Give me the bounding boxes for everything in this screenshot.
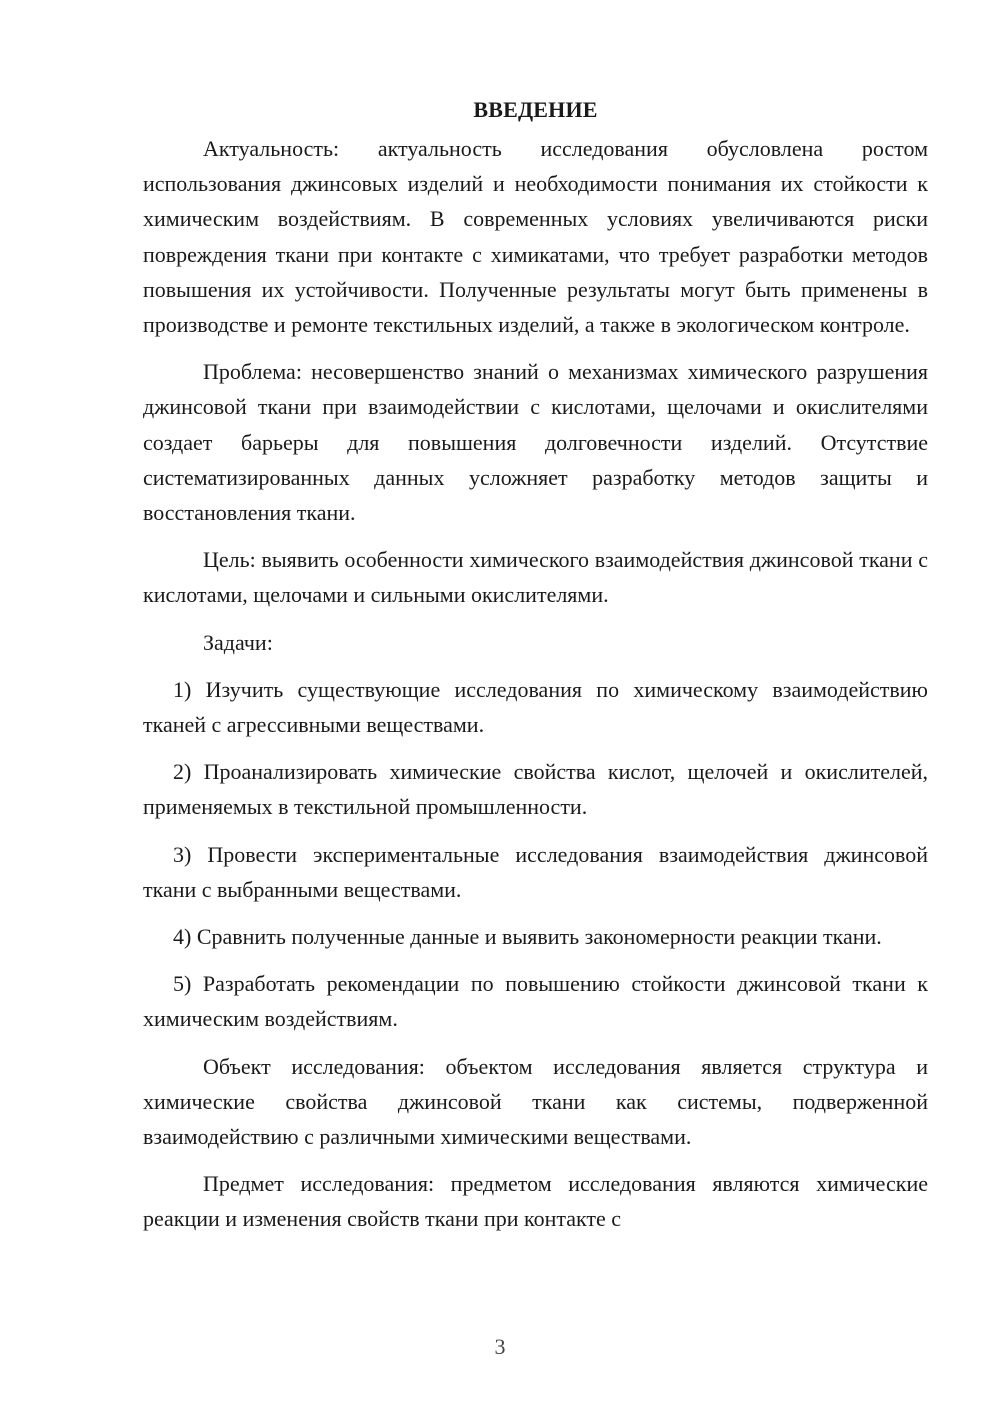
- paragraph-relevance: Актуальность: актуальность исследования обусловлена ростом использования джинсовых изделий и необходимости понимания их стойкости к химическим воздействиям. В современных условиях увеличиваются риски повреждения ткани при контакте с химикатами, что требует разработки методов повышения их устойчивости. Полученные результаты могут быть применены в производстве и ремонте текстильных изделий, а также в экологическом контроле.: [143, 136, 928, 338]
- paragraph-goal: Цель: выявить особенности химического взаимодействия джинсовой ткани с кислотами, щелочами и сильными окислителями.: [143, 547, 928, 608]
- section-title: ВВЕДЕНИЕ: [473, 97, 598, 122]
- paragraph-object: Объект исследования: объектом исследования является структура и химические свойства джинсовой ткани как системы, подверженной взаимодействию с различными химическими веществами.: [143, 1053, 928, 1150]
- task-item: 3) Провести экспериментальные исследования взаимодействия джинсовой ткани с выбранными веществами.: [143, 841, 928, 902]
- task-item: 5) Разработать рекомендации по повышению стойкости джинсовой ткани к химическим воздействиям.: [143, 971, 928, 1032]
- paragraph-tasks-heading: Задачи:: [203, 629, 273, 655]
- paragraph-subject: Предмет исследования: предметом исследования являются химические реакции и изменения свойств ткани при контакте с: [143, 1171, 928, 1232]
- task-item: 4) Сравнить полученные данные и выявить закономерности реакции ткани.: [173, 924, 882, 950]
- task-item: 2) Проанализировать химические свойства кислот, щелочей и окислителей, применяемых в текстильной промышленности.: [143, 759, 928, 820]
- page-number: 3: [494, 1334, 506, 1359]
- document-page: [143, 92, 928, 1237]
- paragraph-problem: Проблема: несовершенство знаний о механизмах химического разрушения джинсовой ткани при взаимодействии с кислотами, щелочами и окислителями создает барьеры для повышения долговечности изделий. Отсутствие систематизированных данных усложняет разработку методов защиты и восстановления ткани.: [143, 359, 928, 526]
- task-item: 1) Изучить существующие исследования по химическому взаимодействию тканей с агрессивными веществами.: [143, 676, 928, 738]
